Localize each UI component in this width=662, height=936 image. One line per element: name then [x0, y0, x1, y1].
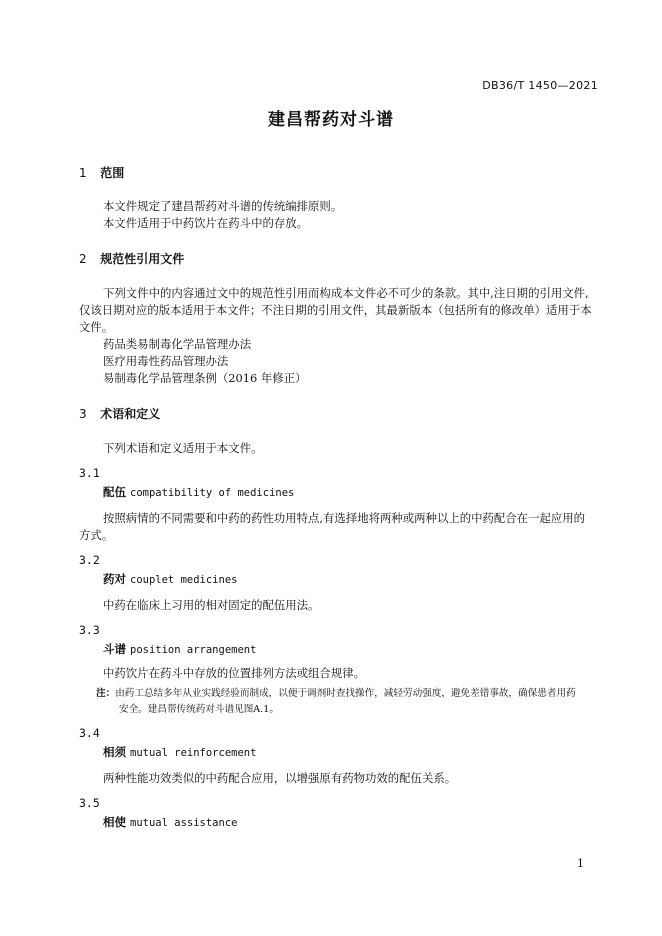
reference-item: 药品类易制毒化学品管理办法: [103, 337, 252, 351]
reference-item: 易制毒化学品管理条例（2016 年修正）: [103, 371, 307, 385]
term-definition: 中药在临床上习用的相对固定的配伍用法。: [103, 598, 320, 612]
term-heading: [103, 641, 256, 657]
section-title: 术语和定义: [100, 407, 161, 421]
term-definition: 按照病情的不同需要和中药的药性功用特点,有选择地将两种或两种以上的中药配合在一起应用的: [103, 511, 586, 525]
term-number: 3.1: [79, 466, 100, 480]
term-note: [96, 685, 576, 699]
term-heading: [103, 744, 256, 760]
term-en: mutual assistance: [130, 817, 238, 829]
paragraph: 下列文件中的内容通过文中的规范性引用而构成本文件必不可少的条款。其中,注日期的引用文件,: [103, 286, 589, 300]
section-number: 3: [79, 407, 87, 421]
paragraph: 本文件规定了建昌帮药对斗谱的传统编排原则。: [103, 199, 343, 213]
term-number: 3.3: [79, 623, 100, 637]
term-definition-line: 方式。: [79, 528, 114, 542]
section-heading-normative-references: [79, 250, 184, 267]
term-en: mutual reinforcement: [130, 747, 257, 759]
term-definition: 中药饮片在药斗中存放的位置排列方法或组合规律。: [103, 666, 365, 680]
section-title: 规范性引用文件: [100, 252, 185, 266]
term-zh: 相使: [103, 815, 126, 829]
term-zh: 相须: [103, 745, 126, 759]
term-note-line: 安全。建昌帮传统药对斗谱见图A.1。: [119, 704, 279, 715]
term-zh: 药对: [103, 572, 126, 586]
term-heading: [103, 484, 294, 500]
section-number: 1: [79, 166, 87, 180]
page-number: 1: [577, 857, 584, 870]
paragraph: 本文件适用于中药饮片在药斗中的存放。: [103, 216, 309, 230]
section-title: 范围: [100, 166, 125, 180]
term-zh: 配伍: [103, 485, 126, 499]
term-heading: [103, 571, 237, 587]
note-text: 由药工总结多年从业实践经验而制成，以便于调剂时查找操作，减轻劳动强度，避免差错事故，确保患者用药: [115, 688, 576, 699]
term-number: 3.2: [79, 553, 100, 567]
term-definition: 两种性能功效类似的中药配合应用，以增强原有药物功效的配伍关系。: [103, 771, 457, 785]
term-number: 3.5: [79, 796, 100, 810]
term-en: compatibility of medicines: [130, 487, 295, 499]
paragraph: 下列术语和定义适用于本文件。: [103, 441, 263, 455]
paragraph-line: 文件。: [79, 320, 114, 334]
note-label: 注：: [96, 688, 116, 699]
term-number: 3.4: [79, 726, 100, 740]
reference-item: 医疗用毒性药品管理办法: [103, 354, 229, 368]
section-heading-terms: [79, 405, 160, 422]
section-heading-scope: [79, 164, 124, 181]
document-number: DB36/T 1450—2021: [482, 79, 598, 92]
term-heading: [103, 814, 237, 830]
term-en: couplet medicines: [130, 574, 238, 586]
page-title: 建昌帮药对斗谱: [268, 110, 394, 130]
paragraph-line: 仅该日期对应的版本适用于本文件；不注日期的引用文件，其最新版本（包括所有的修改单）适用于本: [79, 303, 592, 317]
term-en: position arrangement: [130, 644, 257, 656]
term-zh: 斗谱: [103, 642, 126, 656]
section-number: 2: [79, 252, 87, 266]
